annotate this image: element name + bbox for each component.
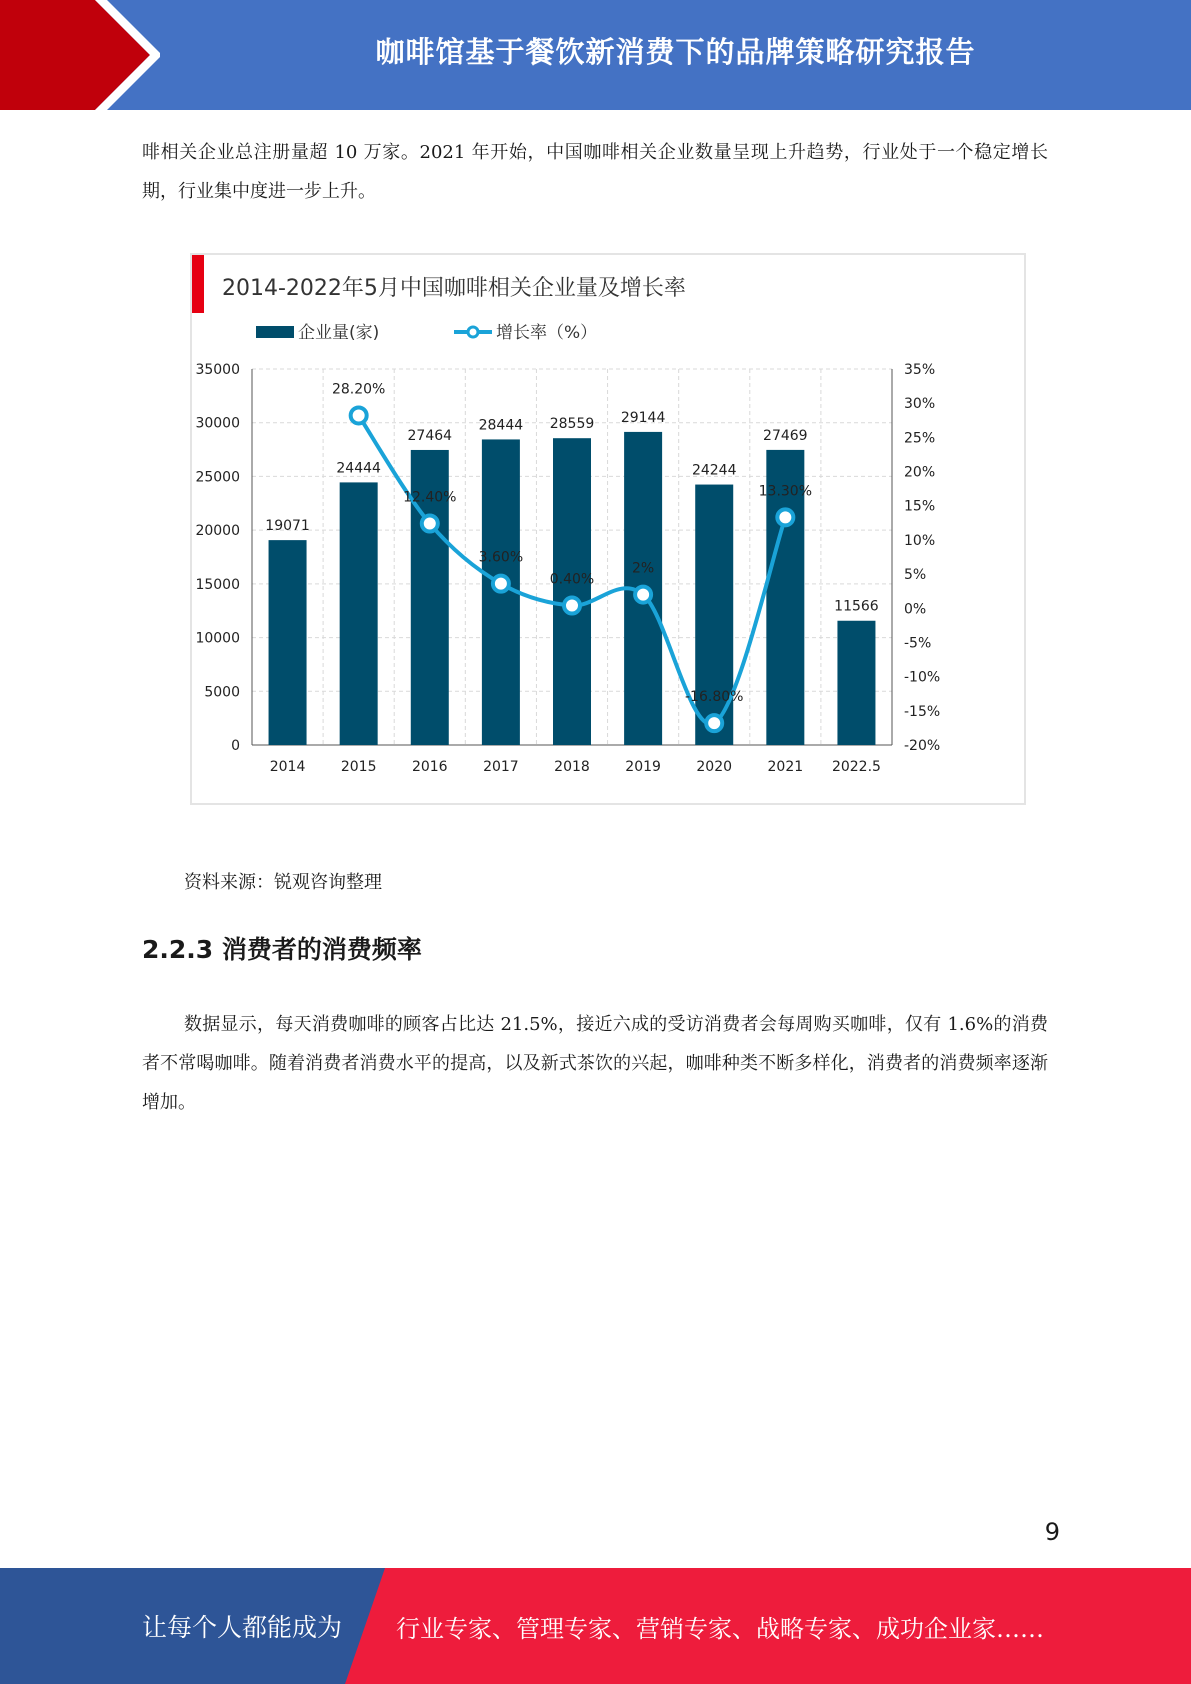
right-tick-label: 15% xyxy=(904,498,936,515)
left-tick-label: 15000 xyxy=(195,576,240,593)
section-heading: 2.2.3 消费者的消费频率 xyxy=(142,935,422,964)
bar xyxy=(269,540,307,745)
x-tick-label: 2020 xyxy=(696,759,733,775)
bar xyxy=(837,621,875,745)
right-tick-label: -5% xyxy=(904,635,932,652)
rate-point xyxy=(564,598,580,614)
left-axis-ticks xyxy=(195,362,240,754)
right-tick-label: 35% xyxy=(904,362,936,378)
x-tick-label: 2019 xyxy=(625,759,661,775)
title-accent-bar xyxy=(192,255,204,313)
x-tick-label: 2014 xyxy=(269,759,306,775)
bar-value-label: 28559 xyxy=(549,416,595,433)
x-tick-label: 2015 xyxy=(340,759,377,775)
bar-value-label: 27469 xyxy=(763,427,808,444)
rate-value-label: 28.20% xyxy=(331,381,386,398)
chart-title: 2014-2022年5月中国咖啡相关企业量及增长率 xyxy=(222,276,686,301)
rate-value-label: 0.40% xyxy=(549,571,595,588)
rate-value-label: -16.80% xyxy=(685,689,744,706)
source-note: 资料来源：锐观咨询整理 xyxy=(184,872,382,893)
legend xyxy=(256,323,597,343)
bar-value-label: 19071 xyxy=(265,518,310,535)
bar-value-label: 27464 xyxy=(407,427,453,444)
page-header xyxy=(0,0,1191,110)
chart-svg xyxy=(192,255,1028,807)
right-tick-label: -20% xyxy=(904,738,941,754)
paragraph-frequency: 数据显示，每天消费咖啡的顾客占比达 21.5%，接近六成的受访消费者会每周购买咖啡，仅有 1.6%的消费者不常喝咖啡。随着消费者消费水平的提高，以及新式茶饮的兴起，咖啡种类不断多样化，消费者的消费频率逐渐增加。 xyxy=(142,1014,1048,1113)
x-tick-label: 2017 xyxy=(483,759,519,775)
rate-point xyxy=(422,516,438,532)
right-tick-label: 0% xyxy=(904,601,927,618)
x-axis-labels xyxy=(270,759,881,775)
legend-bar-label: 企业量(家) xyxy=(298,323,380,343)
rate-point xyxy=(351,407,367,423)
bar-value-label: 28444 xyxy=(478,417,524,434)
legend-bar-swatch xyxy=(256,326,294,338)
rate-point xyxy=(706,715,722,731)
legend-line-marker xyxy=(468,327,478,337)
x-tick-label: 2016 xyxy=(411,759,448,775)
header-arrow-decoration xyxy=(0,0,160,110)
enterprise-chart xyxy=(190,253,1026,805)
right-tick-label: 30% xyxy=(904,396,936,413)
bar-value-label: 24244 xyxy=(691,462,737,479)
rate-point xyxy=(493,576,509,592)
footer-roles: 行业专家、管理专家、营销专家、战略专家、成功企业家…… xyxy=(396,1614,1044,1643)
x-tick-label: 2021 xyxy=(767,759,804,775)
bar xyxy=(553,438,591,745)
footer-slogan: 让每个人都能成为 xyxy=(142,1613,343,1642)
bar xyxy=(340,482,378,745)
right-tick-label: 25% xyxy=(904,430,936,447)
rate-value-label: 13.30% xyxy=(758,483,813,500)
bar-value-label: 11566 xyxy=(834,598,879,615)
page-footer xyxy=(0,1568,1191,1684)
rate-value-label: 12.40% xyxy=(403,489,457,506)
page-number: 9 xyxy=(1044,1518,1060,1546)
left-tick-label: 30000 xyxy=(195,415,240,432)
legend-line-label: 增长率（%） xyxy=(496,323,598,343)
rate-value-label: 3.60% xyxy=(478,549,524,566)
right-tick-label: 10% xyxy=(904,532,936,549)
paragraph-intro: 啡相关企业总注册量超 10 万家。2021 年开始，中国咖啡相关企业数量呈现上升趋势，行业处于一个稳定增长期，行业集中度进一步上升。 xyxy=(142,142,1048,202)
x-tick-label: 2018 xyxy=(554,759,590,775)
left-tick-label: 25000 xyxy=(195,469,240,486)
x-tick-label: 2022.5 xyxy=(831,759,881,775)
right-tick-label: 5% xyxy=(904,567,927,584)
bars xyxy=(269,432,876,745)
rate-point xyxy=(635,587,651,603)
left-tick-label: 10000 xyxy=(195,630,240,647)
left-tick-label: 0 xyxy=(231,738,240,754)
right-axis-ticks xyxy=(904,362,940,754)
left-tick-label: 20000 xyxy=(195,523,240,540)
header-title: 咖啡馆基于餐饮新消费下的品牌策略研究报告 xyxy=(375,34,976,69)
left-tick-label: 5000 xyxy=(204,684,240,701)
right-tick-label: -15% xyxy=(904,703,941,720)
right-tick-label: -10% xyxy=(904,669,941,686)
bar-value-label: 24444 xyxy=(336,460,381,477)
bar-value-label: 29144 xyxy=(620,409,666,426)
rate-point xyxy=(777,509,793,525)
rate-value-label: 2% xyxy=(632,560,655,577)
left-tick-label: 35000 xyxy=(195,362,240,378)
right-tick-label: 20% xyxy=(904,464,936,481)
